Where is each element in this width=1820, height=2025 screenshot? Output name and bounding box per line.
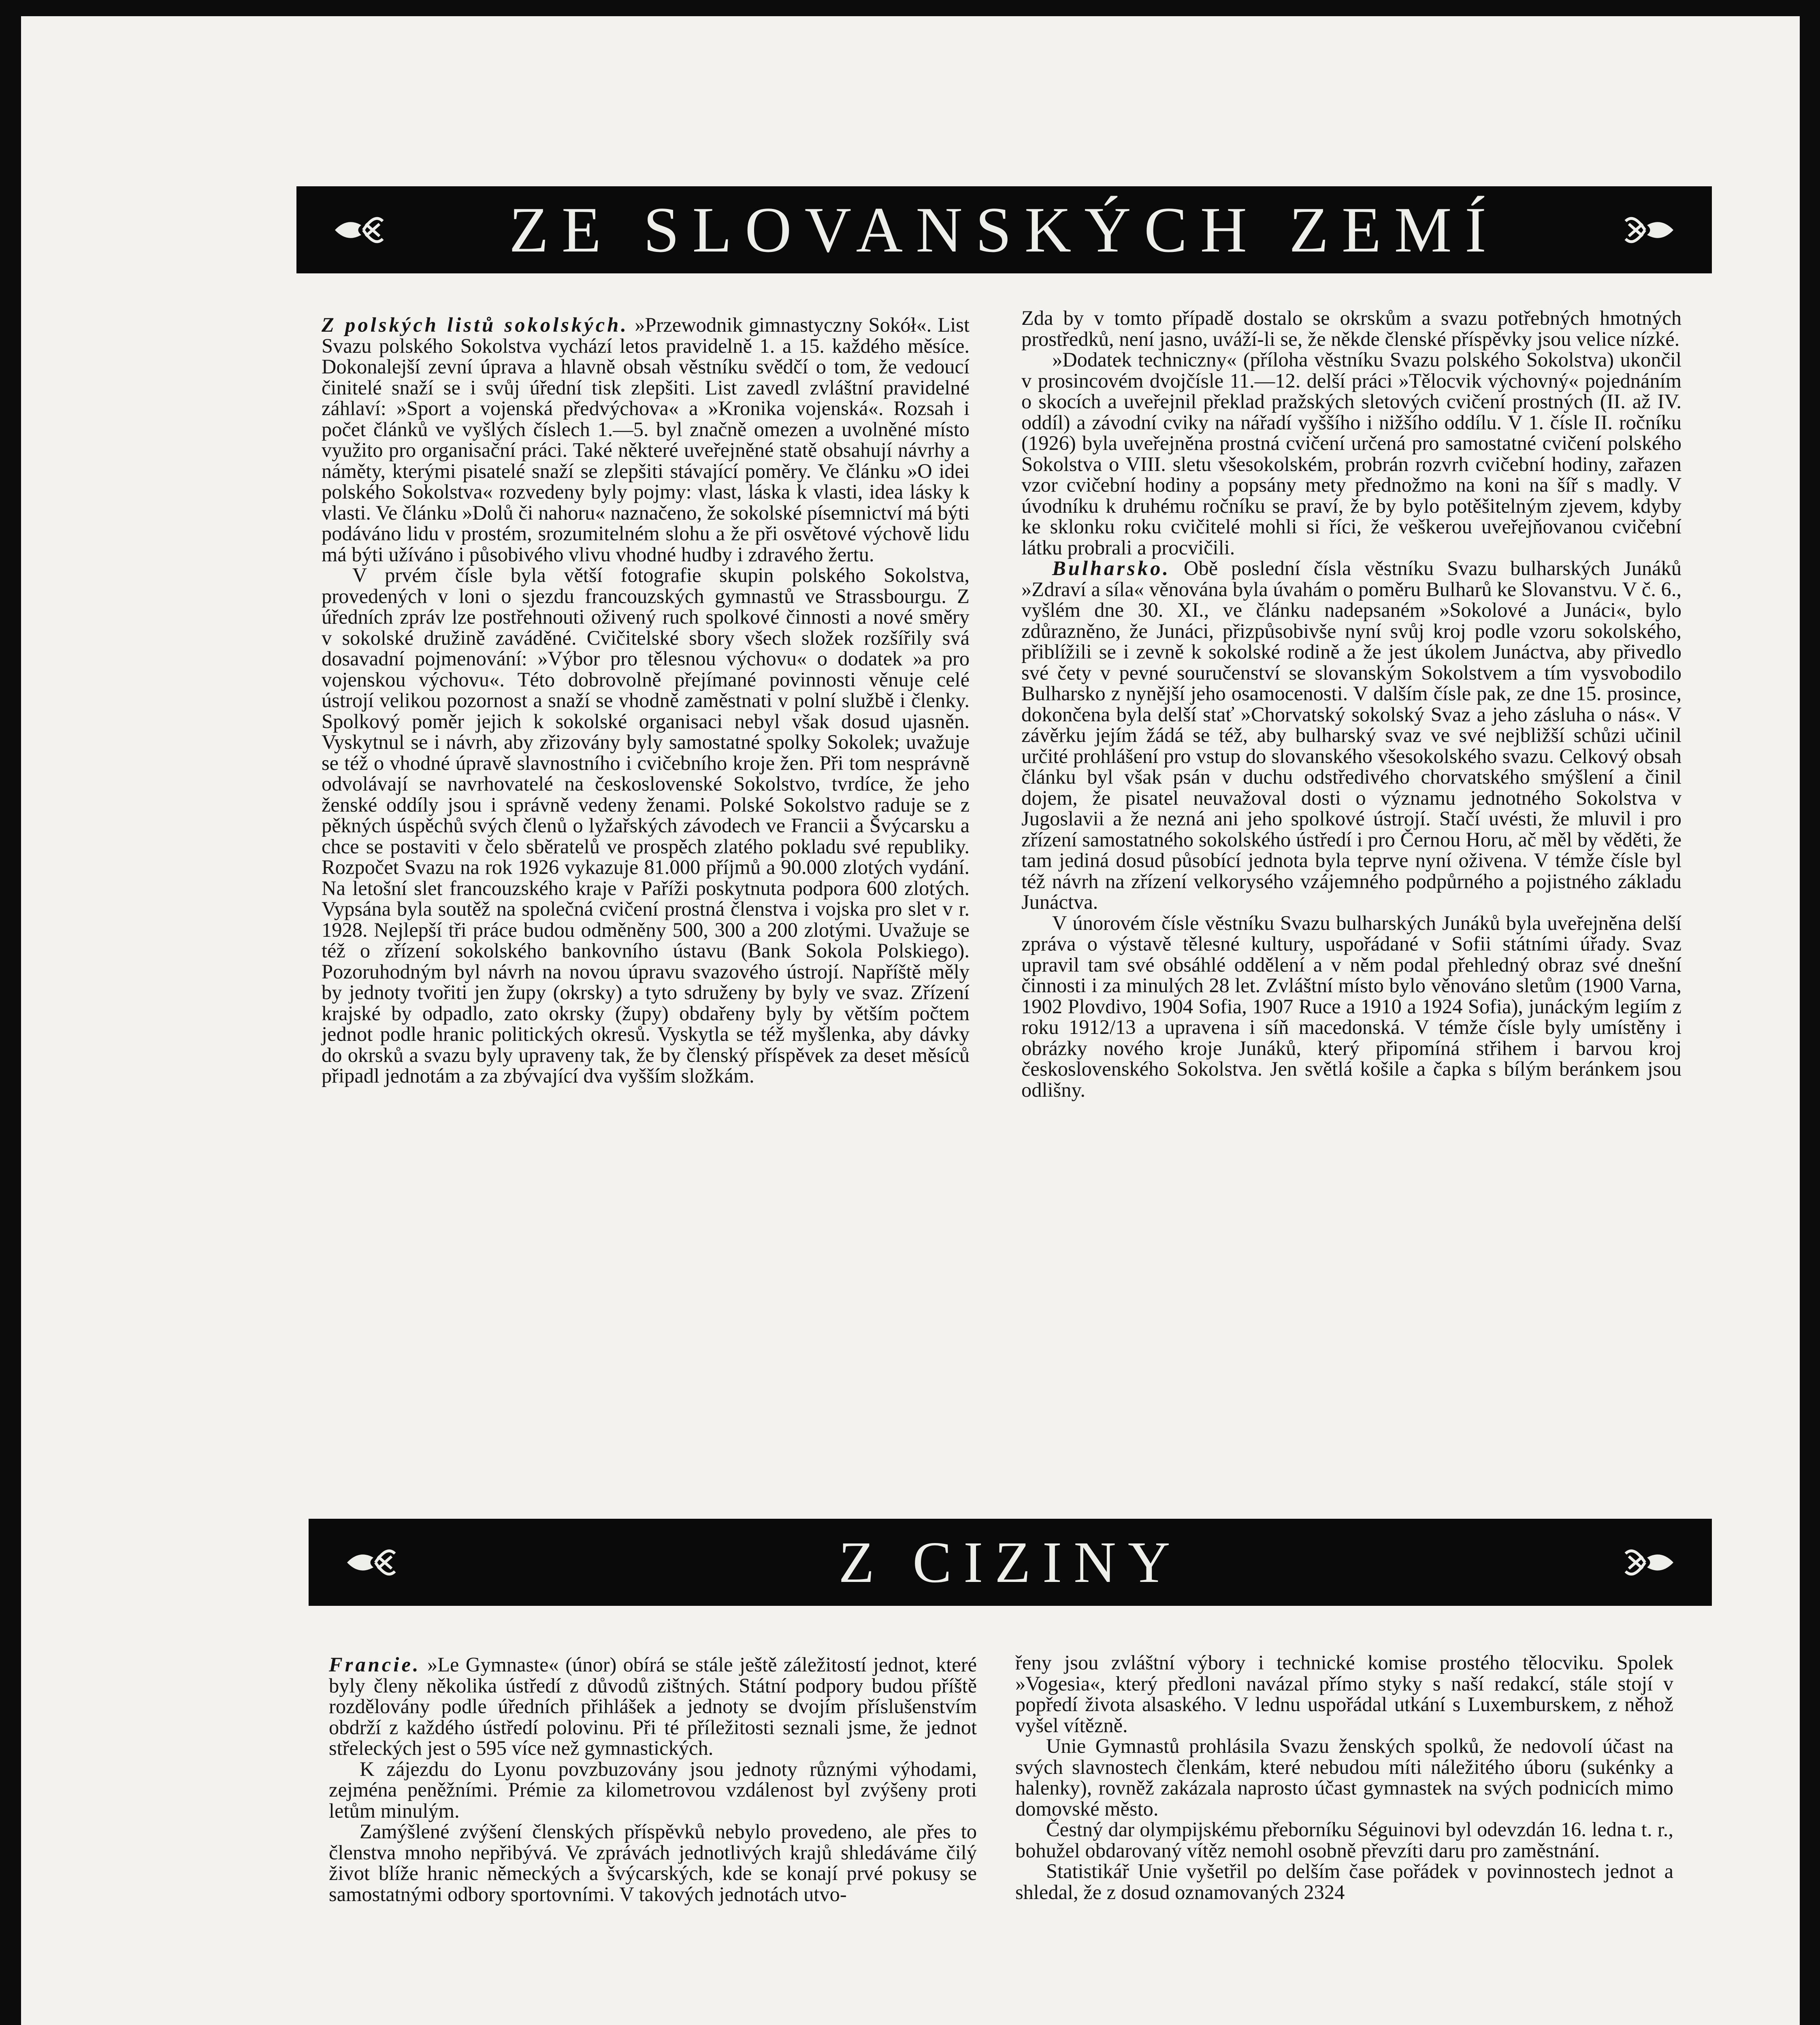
paragraph [1021,308,1681,350]
paragraph-text: K zájezdu do Lyonu povzbuzovány jsou jednoty různými výhodami, zejména peněžními. Prémie za kilometrovou vzdálenost byl zvýšeny proti letům minulým. [329,1757,977,1822]
section-banner-abroad [309,1519,1712,1606]
paragraph [329,1821,977,1905]
paragraph [1015,1652,1673,1736]
paragraph [322,315,970,565]
paragraph [1021,558,1681,913]
paragraph [1015,1861,1673,1903]
article-column-polish [322,315,970,1087]
paragraph-lead: Z polských listů sokolských. [322,313,629,336]
paragraph [1021,913,1681,1101]
paragraph-text: Obě poslední čísla věstníku Svazu bulharských Junáků »Zdraví a síla« věnována byla úvahám o poměru Bulharů ke Slovanstvu. V č. 6., vyšlém dne 30. XI., ve článku nadepsaném »Sokolové a Junáci«, bylo zdůrazněno, že Junáci, přizpůsobivše nyní svůj kroj podle vzoru sokolského, přiblížili se i zevně k sokolské rodině a že jest úkolem Junáctva, aby přivedlo své čety v pevné souručenství se slovanským Sokolstvem a tím vysvobodilo Bulharsko z nynější jeho osamocenosti. V dalším čísle pak, ze dne 15. prosince, dokončena byla delší stať »Chorvatský sokolský Svaz a jeho zásluha o nás«. V závěrku jejím žádá se též, aby bulharský svaz ve své nejbližší schůzi učinil určité prohlášení pro vstup do slovanského všesokolského svazu. Celkový obsah článku byl však psán v duchu odstředivého chorvatského smýšlení a činil dojem, že pisatel neuvažoval dosti o významu jednotného Sokolstva v Jugoslavii a že nezná ani jeho spolkové ústrojí. Stačí uvésti, že mluvil i pro zřízení samostatného sokolského ústředí i pro Černou Horu, ač měl by věděti, že tam jediná dosud působící jednota byla teprve nyní oživena. V témže čísle byl též návrh na zřízení velkorysého vzájemného podpůrného a pojistného základu Junáctva. [1021,557,1681,913]
paragraph-text: Čestný dar olympijskému přeborníku Séguinovi byl odevzdán 16. ledna t. r., bohužel obdarovaný vítěz nemohl osobně převzíti daru pro zaměstnání. [1015,1818,1673,1862]
paragraph [1015,1819,1673,1861]
paragraph-text: »Le Gymnaste« (únor) obírá se stále ještě záležitostí jednot, které byly členy několika ústředí z důvodů zištných. Státní podpory budou příště rozdělovány podle úředních přihlášek a jednoty se dvojím příslušenstvím obdrží z každého ústředí polovinu. Při té příležitosti seznali jsme, že jednot střeleckých jest o 595 více než gymnastických. [329,1653,977,1759]
page [21,16,1800,2025]
leaf-ornament-left-icon [339,1538,400,1587]
leaf-ornament-right-icon [1621,206,1681,254]
paragraph-text: V prvém čísle byla větší fotografie skupin polského Sokolstva, provedených v loni o sjezdu francouzských gymnastů ve Strassbourgu. Z úředních zpráv lze postřehnouti oživený ruch spolkové činnosti a nové směry v sokolské družině zaváděné. Cvičitelské sbory všech složek rozšířily svá dosavadní pojmenování: »Výbor pro tělesnou výchovu« o dodatek »a pro vojenskou výchovu«. Této dobrovolně přejímané povinnosti věnuje celé ústrojí velikou pozornost a snaží se vhodně zaměstnati v polní službě i členky. Spolkový poměr jejich k sokolské organisaci nebyl však dosud ujasněn. Vyskytnul se i návrh, aby zřizovány byly samostatné spolky Sokolek; uvažuje se též o vhodné úpravě slavnostního i cvičebního kroje žen. Při tom nesprávně odvolávají se navrhovatelé na československé Sokolstvo, tvrdíce, že jeho ženské oddíly jsou i správně vedeny ženami. Polské Sokolstvo raduje se z pěkných úspěchů svých členů o lyžařských závodech ve Francii a Švýcarsku a chce se postaviti v čelo sběratelů ve prospěch zlatého pokladu své republiky. Rozpočet Svazu na rok 1926 vykazuje 81.000 příjmů a 90.000 zlotých vydání. Na letošní slet francouzského kraje v Paříži poskytnuta podpora 600 zlotých. Vypsána byla soutěž na společná cvičení prostná členstva i vojska pro slet v r. 1928. Nejlepší tři práce budou odměněny 500, 300 a 200 zlotými. Uvažuje se též o zřízení sokolského bankovního ústavu (Bank Sokola Polskiego). Pozoruhodným byl návrh na novou úpravu svazového ústrojí. Napříště měly by jednoty tvořiti jen župy (okrsky) a tyto sdruženy by byly ve svaz. Zřízení krajské by odpadlo, zato okrsky (župy) obdařeny byly by větším počtem jednot podle hranic politických okresů. Vyskytla se též myšlenka, aby dávky do okrsků a svazu byly upraveny tak, že by členský příspěvek za deset měsíců připadl jednotám a za zbývající dva vyšším složkám. [322,564,970,1087]
paragraph-text: Zamýšlené zvýšení členských příspěvků nebylo provedeno, ale přes to členstva mnoho nepřibývá. Ve zprávách jednotlivých krajů shledáváme čilý život blíže hranic německých a švýcarských, kde se konají prvé pokusy se samostatnými odbory sportovními. V takových jednotách utvo- [329,1820,977,1906]
paragraph-lead: Bulharsko. [1052,557,1171,580]
paragraph-text: Unie Gymnastů prohlásila Svazu ženských spolků, že nedovolí účast na svých slavnostech členkám, které nebudou míti náležitého úboru (sukénky a halenky), rovněž zakázala naprosto účast gymnastek na svých podnicích mimo domovské město. [1015,1735,1673,1820]
article-column-france [329,1654,977,1905]
paragraph-text: Zda by v tomto případě dostalo se okrskům a svazu potřebných hmotných prostředků, není jasno, uváží-li se, že někde členské příspěvky jsou velice nízké. [1021,307,1681,350]
section-title: Z CIZINY [838,1530,1182,1595]
paragraph-lead: Francie. [329,1653,421,1676]
paragraph [329,1654,977,1759]
paragraph-text: »Dodatek techniczny« (příloha věstníku Svazu polského Sokolstva) ukončil v prosincovém dvojčísle 11.—12. delší práci »Tělocvik výchovný« pojednáním o skocích a uveřejnil překlad pražských sletových cvičení prostných (II. až IV. oddíl) a závodní cviky na nářadí vyššího i nižšího oddílu. V 1. čísle II. ročníku (1926) byla uveřejněna prostná cvičení určená pro samostatné cvičení polského Sokolstva o VIII. sletu všesokolském, probrán rozvrh cvičební hodiny, zařazen vzor cvičební hodiny a popsány mety přednožmo na koni na šíř s madly. V úvodníku k druhému ročníku se praví, že by bylo potěšitelným zjevem, kdyby ke sklonku roku cvičitelé mohli si říci, že veškerou uveřejňovanou cvičební látku probrali a procvičili. [1021,348,1681,559]
paragraph-text: řeny jsou zvláštní výbory i technické komise prostého tělocviku. Spolek »Vogesia«, který předloni navázal přímo styky s naší redakcí, stále stojí v popředí života alsaského. V lednu uspořádal utkání s Luxemburskem, z něhož vyšel vítězně. [1015,1651,1673,1737]
section-banner-slavic [296,186,1712,273]
article-column-france-cont [1015,1652,1673,1903]
paragraph-text: »Przewodnik gimnastyczny Sokół«. List Svazu polského Sokolstva vychází letos pravidelně 1. a 15. každého měsíce. Dokonalejší zevní úprava a hlavně obsah věstníku svědčí o tom, že vedoucí činitelé snaží se i svůj úřední tisk zlepšiti. List zavedl zvláštní pravidelné záhlaví: »Sport a vojenská předvýchova« a »Kronika vojenská«. Rozsah i počet článků ve vyšlých číslech 1.—5. byl značně omezen a uvolněné místo využito pro organisační práci. Také některé uveřejněné statě obsahují návrhy a náměty, kterými pisatelé snaží se zlepšiti stávající poměry. Ve článku »O idei polského Sokolstva« rozvedeny byly pojmy: vlast, láska k vlasti, idea lásky k vlasti. Ve článku »Dolů či nahoru« naznačeno, že sokolské písemnictví má býti podáváno lidu v prostém, srozumitelném slohu a že při osvětové výchově lidu má býti užíváno i působivého vlivu vhodné hudby i zdravého žertu. [322,313,970,566]
paragraph-text: V únorovém čísle věstníku Svazu bulharských Junáků byla uveřejněna delší zpráva o výstavě tělesné kultury, uspořádané v Sofii státními úřady. Svaz upravil tam své obsáhlé oddělení a v něm podal přehledný obraz své dnešní činnosti i za minulých 28 let. Zvláštní místo bylo věnováno sletům (1900 Varna, 1902 Plovdivo, 1904 Sofia, 1907 Ruce a 1910 a 1924 Sofia), junáckým legiím z roku 1912/13 a upravena i síň macedonská. V témže čísle byly umístěny i obrázky nového kroje Junáků, který připomíná střihem i barvou kroj československého Sokolstva. Jen světlá košile a čapka s bílým beránkem jsou odlišny. [1021,911,1681,1101]
paragraph [1021,350,1681,558]
paragraph [322,565,970,1087]
paragraph-text: Statistikář Unie vyšetřil po delším čase pořádek v povinnostech jednot a shledal, že z dosud oznamovaných 2324 [1015,1860,1673,1904]
leaf-ornament-left-icon [327,206,388,254]
leaf-ornament-right-icon [1621,1538,1681,1587]
article-column-bulgaria [1021,308,1681,1100]
paragraph [329,1759,977,1822]
section-title: ZE SLOVANSKÝCH ZEMÍ [509,194,1500,266]
paragraph [1015,1736,1673,1819]
